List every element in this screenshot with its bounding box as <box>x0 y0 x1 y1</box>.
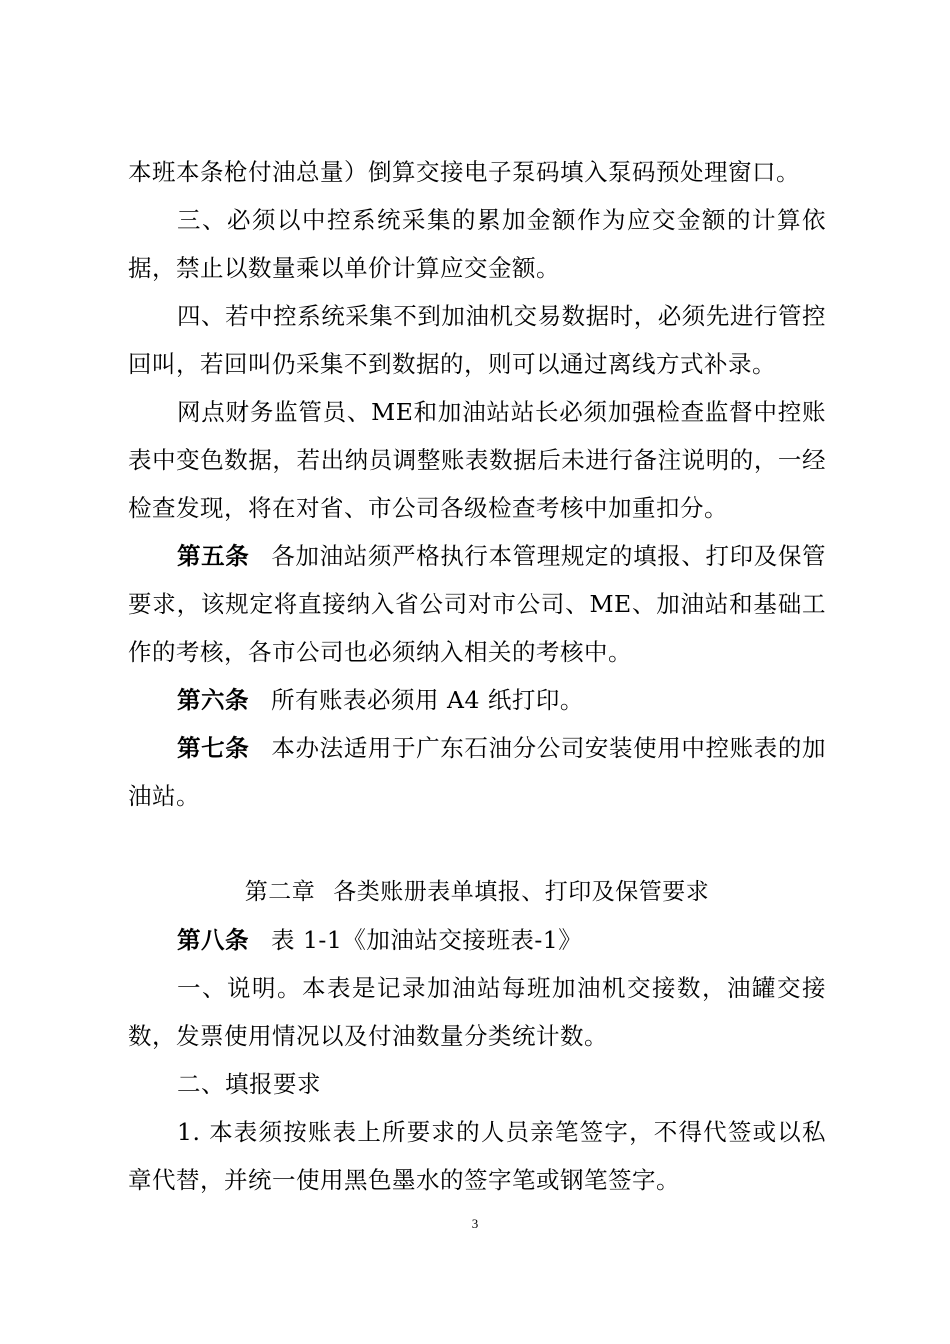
chapter-number: 第二章 <box>244 879 316 905</box>
article-6-text: 所有账表必须用 A4 纸打印。 <box>271 686 584 714</box>
article-8 <box>128 916 826 964</box>
chapter-heading <box>128 868 826 916</box>
article-5 <box>128 532 826 676</box>
document-body <box>128 148 826 1204</box>
article-7 <box>128 724 826 820</box>
article-5-label: 第五条 <box>177 542 250 570</box>
article-8-label: 第八条 <box>177 926 249 954</box>
article-6 <box>128 676 826 724</box>
article-5-text: 各加油站须严格执行本管理规定的填报、打印及保管要求，该规定将直接纳入省公司对市公司、ME、加油站和基础工作的考核，各市公司也必须纳入相关的考核中。 <box>128 542 827 666</box>
article-8-text: 表 1-1《加油站交接班表-1》 <box>271 926 583 954</box>
page-number: 3 <box>471 1216 479 1231</box>
chapter-title: 各类账册表单填报、打印及保管要求 <box>333 879 710 905</box>
paragraph-requirements-heading: 二、填报要求 <box>177 1070 321 1098</box>
paragraph-clause-3: 三、必须以中控系统采集的累加金额作为应交金额的计算依据，禁止以数量乘以单价计算应交金额。 <box>128 206 826 282</box>
article-7-text: 本办法适用于广东石油分公司安装使用中控账表的加油站。 <box>128 734 827 810</box>
article-7-label: 第七条 <box>177 734 250 762</box>
paragraph-explanation: 一、说明。本表是记录加油站每班加油机交接数，油罐交接数，发票使用情况以及付油数量分类统计数。 <box>128 974 826 1050</box>
article-6-label: 第六条 <box>177 686 249 714</box>
paragraph-requirement-1: 1. 本表须按账表上所要求的人员亲笔签字，不得代签或以私章代替，并统一使用黑色墨水的签字笔或钢笔签字。 <box>128 1118 826 1194</box>
paragraph-pump-reading: 本班本条枪付油总量）倒算交接电子泵码填入泵码预处理窗口。 <box>128 158 800 186</box>
paragraph-supervision: 网点财务监管员、ME和加油站站长必须加强检查监督中控账表中变色数据，若出纳员调整账表数据后未进行备注说明的，一经检查发现，将在对省、市公司各级检查考核中加重扣分。 <box>128 398 826 522</box>
section-spacer <box>128 820 826 868</box>
paragraph-clause-4: 四、若中控系统采集不到加油机交易数据时，必须先进行管控回叫，若回叫仍采集不到数据的，则可以通过离线方式补录。 <box>128 302 826 378</box>
